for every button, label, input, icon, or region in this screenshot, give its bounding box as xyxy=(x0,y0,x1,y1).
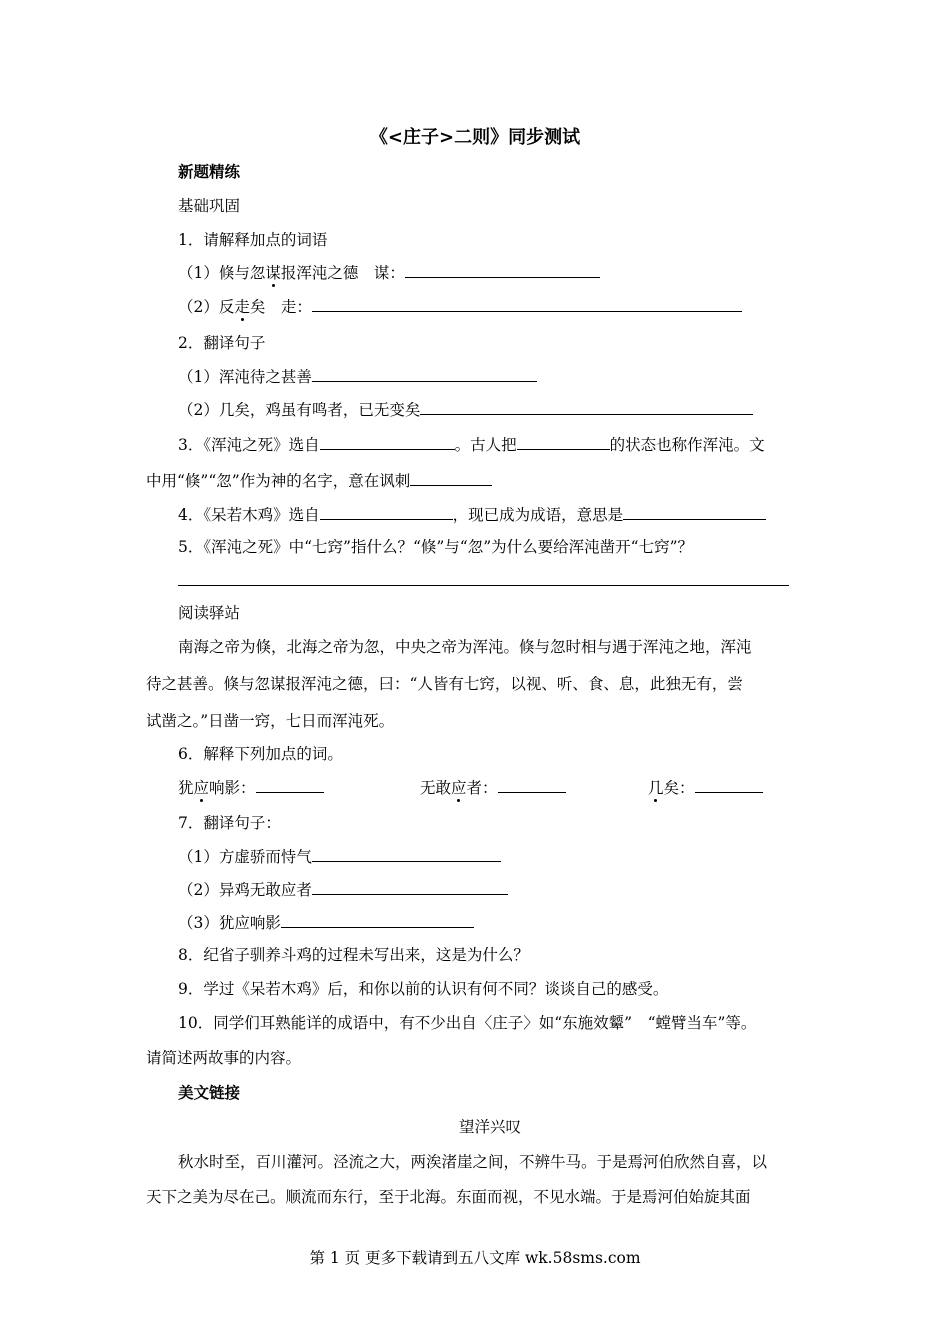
question-7-item-3: （3）犹应响影 xyxy=(178,912,474,933)
question-10-line-2: 请简述两故事的内容。 xyxy=(146,1049,302,1067)
question-4: 4．《呆若木鸡》选自 ，现已成为成语，意思是 xyxy=(178,504,766,525)
page-footer: 第 1 页 更多下载请到五八文库 wk.58sms.com xyxy=(309,1249,641,1267)
question-3-line-2: 中用“倏”“忽”作为神的名字，意在讽刺 xyxy=(146,470,492,491)
question-2-item-2: （2）几矣，鸡虽有鸣者，已无变矣 xyxy=(178,399,753,420)
question-3-line-1: 3．《浑沌之死》选自 。古人把 的状态也称作浑沌。文 xyxy=(178,436,765,454)
answer-blank[interactable] xyxy=(281,912,474,928)
question-7-item-1: （1）方虚骄而恃气 xyxy=(178,846,501,867)
passage-line-1: 南海之帝为倏，北海之帝为忽，中央之帝为浑沌。倏与忽时相与遇于浑沌之地，浑沌 xyxy=(178,638,752,656)
answer-blank[interactable] xyxy=(623,504,766,520)
article-title: 望洋兴叹 xyxy=(458,1118,521,1136)
question-2: 2．翻译句子 xyxy=(178,334,266,352)
answer-blank[interactable] xyxy=(498,777,566,793)
question-6: 6．解释下列加点的词。 xyxy=(178,745,343,763)
question-2-item-1: （1）浑沌待之甚善 xyxy=(178,366,537,387)
answer-blank[interactable] xyxy=(312,296,742,312)
section-heading-articles: 美文链接 xyxy=(178,1084,241,1102)
subheading-basics: 基础巩固 xyxy=(178,197,241,215)
question-8: 8．纪省子驯养斗鸡的过程未写出来，这是为什么？ xyxy=(178,946,529,964)
answer-blank[interactable] xyxy=(695,777,763,793)
question-5: 5．《浑沌之死》中“七窍”指什么？“倏”与“忽”为什么要给浑沌凿开“七窍”？ xyxy=(178,538,694,556)
question-10-line-1: 10．同学们耳熟能详的成语中，有不少出自〈庄子〉如“东施效颦” “螳臂当车”等。 xyxy=(178,1014,757,1032)
answer-blank[interactable] xyxy=(405,262,600,278)
answer-blank[interactable] xyxy=(517,434,610,450)
answer-blank[interactable] xyxy=(410,470,492,486)
page-title: 《<庄子>二则》同步测试 xyxy=(369,127,581,148)
answer-blank[interactable] xyxy=(420,399,753,415)
subheading-reading: 阅读驿站 xyxy=(178,604,241,622)
article-line-2: 天下之美为尽在己。顺流而东行，至于北海。东面而视，不见水端。于是焉河伯始旋其面 xyxy=(146,1188,751,1206)
answer-blank[interactable] xyxy=(320,504,453,520)
answer-blank[interactable] xyxy=(320,434,455,450)
answer-blank[interactable] xyxy=(256,777,324,793)
question-6-items: 犹应响影： 无敢应者： 几矣： xyxy=(0,777,950,799)
question-1-item-2: （2）反走矣 走： xyxy=(178,296,742,317)
section-heading-practice: 新题精练 xyxy=(178,163,241,181)
article-line-1: 秋水时至，百川灌河。泾流之大，两涘渚崖之间，不辨牛马。于是焉河伯欣然自喜，以 xyxy=(178,1153,768,1171)
answer-line[interactable] xyxy=(178,585,789,586)
answer-blank[interactable] xyxy=(312,846,501,862)
passage-line-2: 待之甚善。倏与忽谋报浑沌之德，曰：“人皆有七窍，以视、听、食、息，此独无有，尝 xyxy=(146,675,743,693)
question-9: 9．学过《呆若木鸡》后，和你以前的认识有何不同？谈谈自己的感受。 xyxy=(178,980,669,998)
question-7: 7．翻译句子： xyxy=(178,814,281,832)
question-7-item-2: （2）异鸡无敢应者 xyxy=(178,879,508,900)
question-1: 1．请解释加点的词语 xyxy=(178,231,328,249)
answer-blank[interactable] xyxy=(312,366,537,382)
answer-blank[interactable] xyxy=(312,879,508,895)
passage-line-3: 试凿之。”日凿一窍，七日而浑沌死。 xyxy=(146,712,395,730)
question-1-item-1: （1）倏与忽谋报浑沌之德 谋： xyxy=(178,262,600,283)
